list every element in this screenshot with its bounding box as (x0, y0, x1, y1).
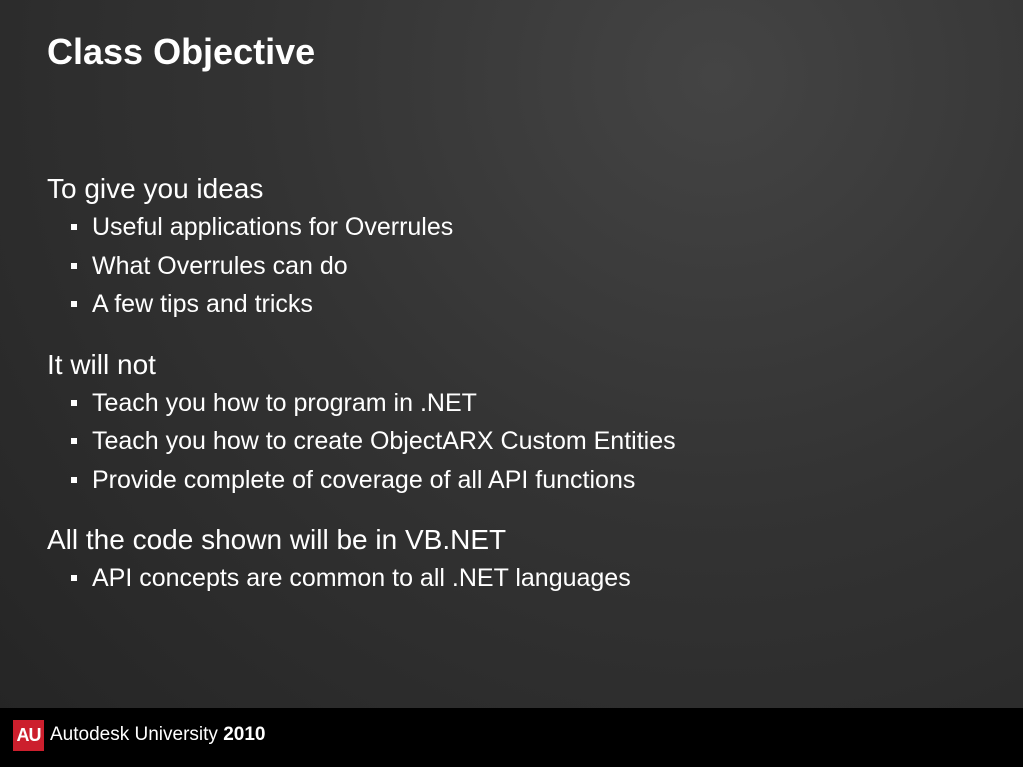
square-bullet-icon (71, 400, 77, 406)
bullet-item (71, 559, 987, 598)
bullet-text: API concepts are common to all .NET languages (92, 564, 631, 592)
bullet-text: Useful applications for Overrules (92, 213, 454, 241)
bullet-text: Teach you how to program in .NET (92, 388, 477, 417)
square-bullet-icon (71, 477, 77, 483)
section-heading: It will not (47, 348, 156, 380)
footer-year: 2010 (223, 724, 266, 745)
square-bullet-icon (71, 438, 77, 444)
footer-bar (0, 708, 1023, 767)
bullet-list (47, 208, 987, 324)
slide-content (47, 170, 987, 620)
bullet-text: What Overrules can do (92, 251, 348, 280)
bullet-item (71, 422, 987, 461)
section-heading: To give you ideas (47, 173, 264, 204)
footer-brand-name: Autodesk University (50, 724, 218, 745)
section-code (47, 521, 987, 598)
bullet-list (47, 559, 987, 598)
bullet-text: Teach you how to create ObjectARX Custom Entities (92, 427, 676, 455)
bullet-item (71, 208, 987, 247)
square-bullet-icon (71, 224, 77, 230)
square-bullet-icon (71, 575, 77, 581)
slide-title: Class Objective (47, 31, 316, 72)
au-logo-icon: AU (13, 720, 44, 751)
square-bullet-icon (71, 263, 77, 269)
bullet-text: Provide complete of coverage of all API functions (92, 465, 636, 494)
section-ideas (47, 170, 987, 324)
bullet-item (71, 461, 987, 500)
bullet-list (47, 384, 987, 500)
footer-brand (50, 724, 265, 746)
bullet-text: A few tips and tricks (92, 290, 313, 318)
section-heading: All the code shown will be in VB.NET (47, 524, 507, 555)
square-bullet-icon (71, 301, 77, 307)
bullet-item (71, 384, 987, 423)
section-will-not (47, 346, 987, 500)
bullet-item (71, 285, 987, 324)
bullet-item (71, 247, 987, 286)
